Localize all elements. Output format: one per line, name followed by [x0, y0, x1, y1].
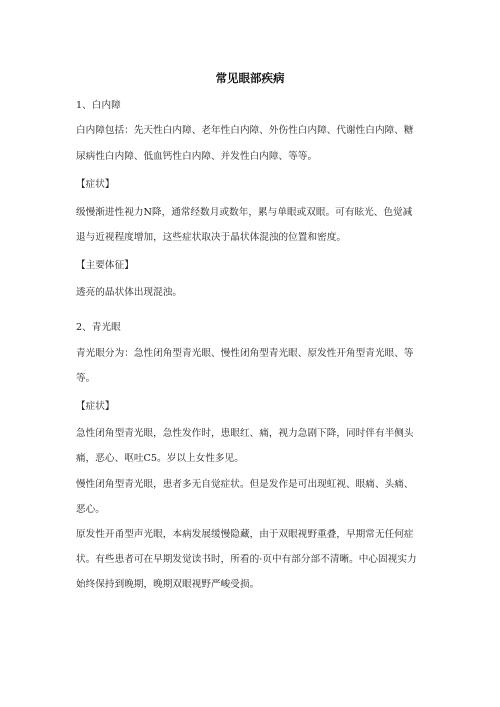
paragraph-line: 等。 — [76, 373, 96, 384]
paragraph-line: 退与近视程度增加，这些症状取决于晶状体混浊的位置和密度。 — [76, 232, 347, 243]
paragraph-line: 尿病性白内障、低血钙性白内障、并发性白内障、等等。 — [76, 151, 318, 162]
paragraph-line: 始终保持到晚期，晚期双眼视野严峻受损。 — [76, 579, 260, 590]
subheading-symptoms: 【症状】 — [76, 179, 115, 190]
paragraph-line: 状。有些患者可在早期发觉读书时，所看的·页中有部分部不清晰。中心固视实力 — [76, 554, 417, 565]
subheading-signs: 【主要体征】 — [76, 260, 134, 271]
paragraph-line: 级慢渐进性视力N降，通常经数月或数年，累与单眼或双眼。可有眩光、色觉减 — [76, 207, 413, 218]
paragraph-line: 透亮的晶状体出现混浊。 — [76, 287, 183, 298]
paragraph-line: 青光眼分为：急性闭角型青光眼、慢性闭角型青光眼、原发性开角型青光眼、等 — [76, 348, 414, 359]
page-title: 常见眼部疾病 — [215, 71, 285, 85]
paragraph-line: 恶心。 — [76, 504, 105, 515]
section-heading-cataract: 1、白内障 — [76, 100, 121, 111]
paragraph-line: 白内障包括：先天性白内障、老年性白内障、外伤性白内障、代谢性白内障、糖 — [76, 125, 414, 136]
paragraph-line: 急性闭角型青光眼，急性发作时，患眼红、痛，视力急剧下降，同时伴有半侧头 — [76, 428, 414, 439]
section-heading-glaucoma: 2、青光眼 — [76, 322, 121, 333]
paragraph-line: 慢性闭角型青光眼，患者多无自觉症状。但是发作是可出现虹视、眼痛、头痛、 — [76, 479, 414, 490]
subheading-symptoms: 【症状】 — [76, 401, 115, 412]
paragraph-line: 痛，恶心、呕吐C5。岁以上女性多见。 — [76, 453, 244, 464]
paragraph-line: 原发性开甬型声光眼，本病发展缓慢隐藏，由于双眼视野重叠，早期常无任何症 — [76, 529, 414, 540]
